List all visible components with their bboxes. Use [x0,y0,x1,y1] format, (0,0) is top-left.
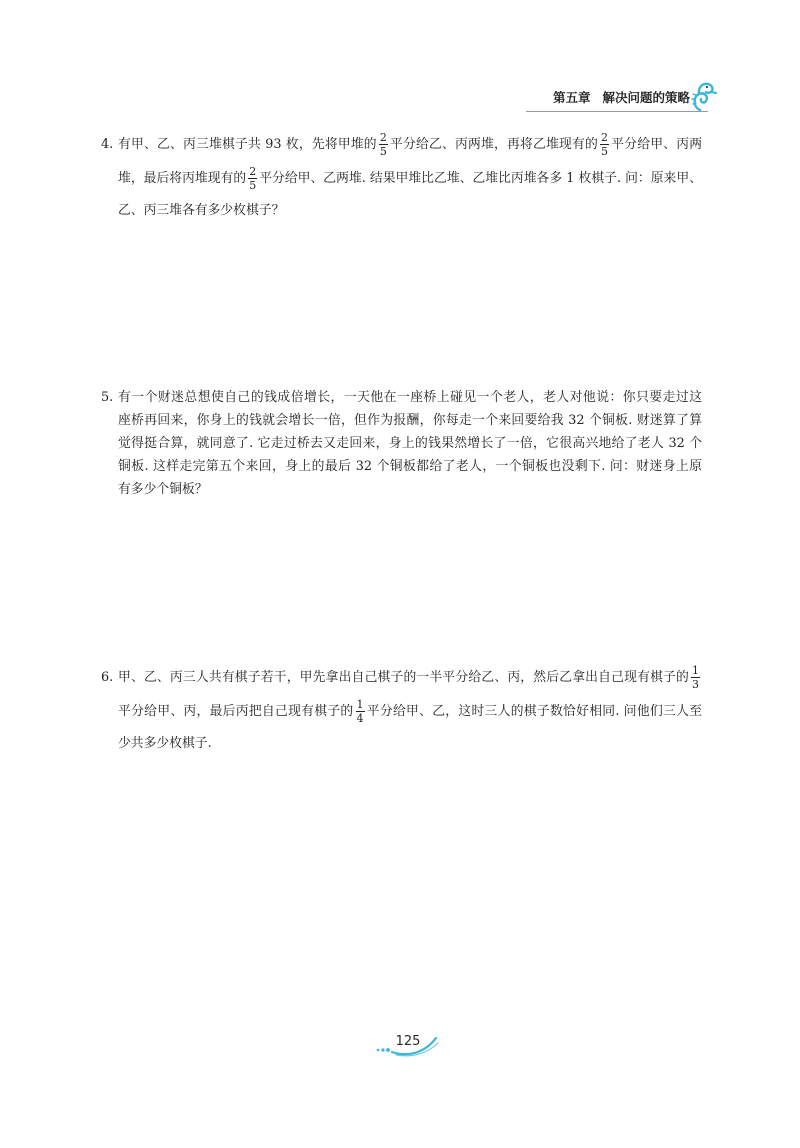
text-line [118,128,702,162]
text-segment: 平分给甲、乙两堆. 结果甲堆比乙堆、乙堆比丙堆各多 1 枚棋子. 问：原来甲、 [259,171,702,186]
header-divider [526,111,708,112]
seahorse-icon [690,81,718,113]
fraction-numerator: 2 [249,165,257,178]
text-line [118,162,702,196]
fraction-numerator: 1 [356,698,364,711]
problem-number: 4. [101,137,114,152]
text-line [118,729,702,759]
text-segment: 堆，最后将丙堆现有的 [118,171,247,186]
fraction-denominator: 5 [379,145,387,158]
text-segment: 乙、丙三堆各有多少枚棋子？ [118,203,285,218]
text-line [118,386,702,409]
fraction-numerator: 2 [379,131,387,144]
text-segment: 少共多少枚棋子. [118,736,212,751]
chapter-label: 第五章 [552,90,591,105]
problem-number: 6. [101,670,114,685]
text-segment: 有一个财迷总想使自己的钱成倍增长，一天他在一座桥上碰见一个老人，老人对他说：你只要走过这 [118,390,702,405]
problem-number: 5. [101,390,114,405]
fraction [691,664,700,691]
text-segment: 铜板. 这样走完第五个来回，身上的最后 32 个铜板都给了老人，一个铜板也没剩下. 问：财迷身上原 [118,459,702,474]
text-line [118,455,702,478]
fraction-numerator: 1 [692,664,699,677]
text-segment: 座桥再回来，你身上的钱就会增长一倍，但作为报酬，你每走一个来回要给我 32 个铜板. 财迷算了算 [118,413,702,428]
text-segment: 觉得挺合算，就同意了. 它走过桥去又走回来，身上的钱果然增长了一倍，它很高兴地给了老人 32 个 [118,436,702,451]
fraction-denominator: 3 [692,678,699,691]
text-segment: 平分给甲、丙，最后丙把自己现有棋子的 [118,704,354,719]
fraction-denominator: 4 [356,712,364,725]
fraction [379,131,388,158]
problem-text [118,128,702,226]
fraction [248,165,257,192]
fraction-numerator: 2 [601,131,609,144]
page-number: 125 [395,1034,421,1049]
problem-text [118,386,702,501]
text-segment: 有甲、乙、丙三堆棋子共 93 枚，先将甲堆的 [118,137,377,152]
fraction [356,698,365,725]
text-line [118,478,702,501]
page-footer [372,1028,444,1058]
text-line [118,409,702,432]
chapter-title: 解决问题的策略 [602,90,690,105]
fraction-denominator: 5 [601,145,609,158]
text-segment: 平分给甲、乙，这时三人的棋子数恰好相同. 问他们三人至 [366,704,702,719]
problem-text [118,661,702,759]
text-line [118,695,702,729]
text-segment: 平分给乙、丙两堆，再将乙堆现有的 [389,137,599,152]
text-line [118,196,702,226]
fraction [600,131,609,158]
text-line [118,432,702,455]
fraction-denominator: 5 [249,179,257,192]
text-segment: 平分给甲、丙两 [611,137,703,152]
text-segment: 甲、乙、丙三人共有棋子若干，甲先拿出自己棋子的一半平分给乙、丙，然后乙拿出自己现有棋子的 [118,670,689,685]
chapter-header [520,88,690,108]
text-line [118,661,702,695]
text-segment: 有多少个铜板？ [118,482,208,497]
